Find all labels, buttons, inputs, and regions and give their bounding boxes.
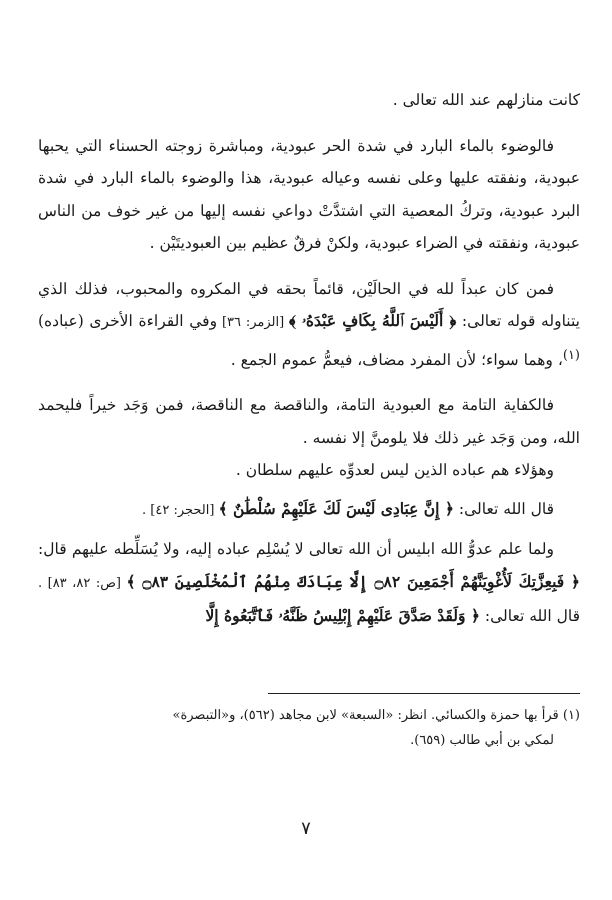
verse-reference-hijr: [الحجر: ٤٢] .: [142, 502, 219, 518]
quran-verse-hijr: ﴿ إِنَّ عِبَادِى لَيْسَ لَكَ عَلَيْهِمْ سُلْطَٰنٌ ﴾: [218, 498, 454, 518]
page-number: ٧: [301, 818, 311, 839]
paragraph-2-text-b: وفي القراءة الأخرى (عباده): [38, 312, 218, 330]
quran-verse-saba: ﴿ وَلَقَدْ صَدَّقَ عَلَيْهِمْ إِبْلِيسُ ظَنَّهُۥ فَٱتَّبَعُوهُ إِلَّا: [205, 606, 480, 626]
footnote-1-line-1: (١) قرأ بها حمزة والكسائي. انظر: «السبعة» لابن مجاهد (٥٦٢)، و«التبصرة»: [172, 708, 580, 723]
paragraph-5: [38, 493, 580, 528]
paragraph-0: كانت منازلهم عند الله تعالى .: [392, 91, 580, 109]
paragraph-4: وهؤلاء هم عباده الذين ليس لعدوِّه عليهم سلطان .: [235, 461, 554, 480]
quran-verse-zumar: ﴿ أَلَيْسَ ٱللَّهُ بِكَافٍ عَبْدَهُۥ ﴾: [289, 311, 457, 330]
paragraph-6-text-b: قال الله تعالى:: [479, 607, 580, 626]
paragraph-6: [38, 533, 580, 633]
paragraph-1: فالوضوء بالماء البارد في شدة الحر عبودية، ومباشرة زوجته الحسناء التي يحبها عبودية، ونفقته عليها وعلى نفسه وعياله عبودية، هذا والوضوء بالماء البارد في شدة البرد عبودية، وتركُ المعصية التي اشتدَّتْ دواعي نفسه إليها من غير خوف من الناس عبودية، ونفقته في الضراء عبودية، ولكنْ فرقٌ عظيم بين العبوديتَيْن .: [38, 136, 580, 252]
page-body: [38, 84, 580, 633]
paragraph-5-text: قال الله تعالى:: [453, 499, 554, 518]
verse-reference-sad: [ص: ٨٢، ٨٣] .: [38, 575, 127, 591]
paragraph-2: [38, 273, 580, 377]
paragraph-2-text-c: ، وهما سواء؛ لأن المفرد مضاف، فيعمُّ عموم الجمع .: [230, 350, 563, 369]
paragraph-3: فالكفاية التامة مع العبودية التامة، والناقصة مع الناقصة، فمن وَجَد خيراً فليحمد الله، ومن وَجَد غير ذلك فلا يلومنَّ إلا نفسه .: [38, 396, 580, 447]
footnote-marker: (١): [562, 347, 580, 363]
paragraph-6-text-a: ولما علم عدوُّ الله ابليس أن الله تعالى لا يُسْلِم عباده إليه، ولا يُسَلِّطه عليهم قال:: [38, 540, 554, 559]
footnote-divider: [268, 693, 580, 694]
footnote-1-line-2: لمكي بن أبي طالب (٦٥٩).: [410, 733, 554, 748]
verse-reference-zumar: [الزمر: ٣٦]: [217, 315, 290, 330]
quran-verse-sad: ﴿ فَبِعِزَّتِكَ لَأُغْوِيَنَّهُمْ أَجْمَعِينَ ۝٨٢ إِلَّا عِبَادَكَ مِنْهُمُ ٱلْمُخْلَصِينَ ۝٨٣ ﴾: [126, 571, 581, 591]
paragraph-2-text-a: فمن كان عبداً لله في الحالَيْن، قائماً بحقه في المكروه والمحبوب، فذلك الذي يتناوله قوله تعالى:: [38, 279, 580, 330]
footnotes: [38, 703, 580, 753]
